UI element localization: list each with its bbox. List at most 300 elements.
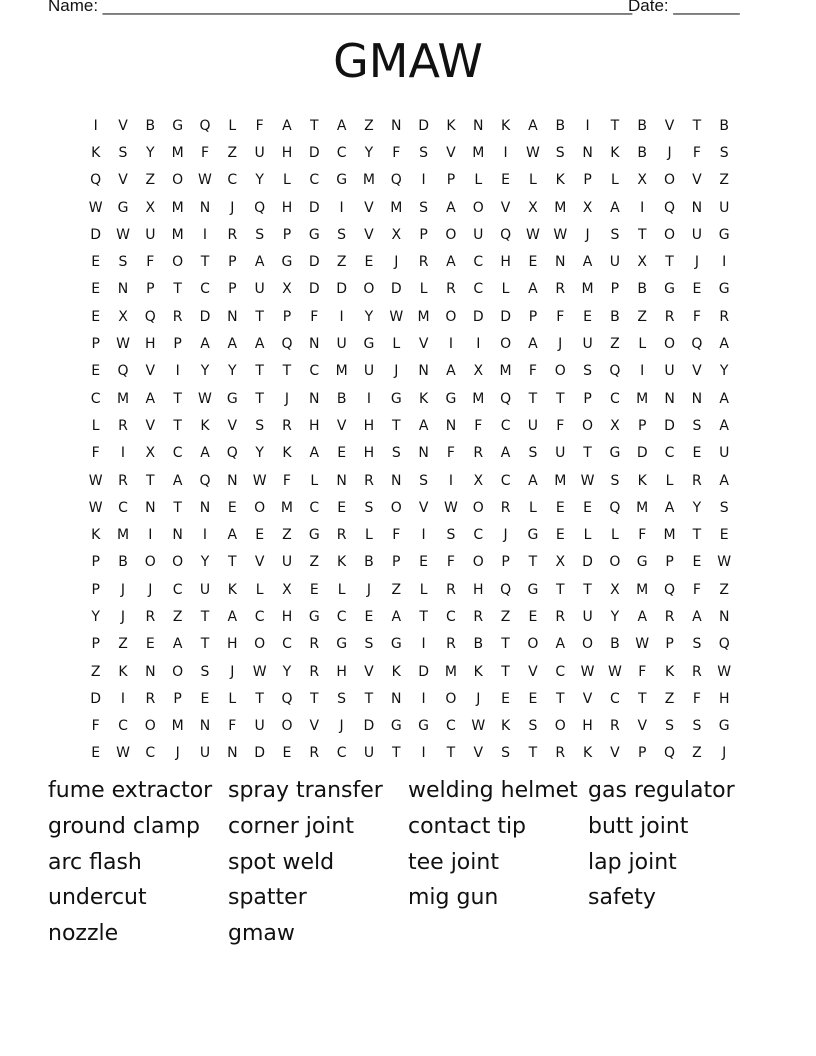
grid-letter: H — [363, 417, 375, 434]
grid-letter: I — [148, 527, 153, 544]
grid-letter: C — [610, 390, 620, 407]
grid-letter: Q — [90, 172, 102, 189]
grid-letter: W — [88, 199, 103, 216]
grid-letter: T — [555, 581, 565, 598]
grid-letter: K — [91, 144, 101, 161]
grid-letter: V — [364, 663, 374, 680]
grid-letter: T — [637, 226, 647, 243]
grid-letter: R — [145, 608, 156, 625]
grid-letter: M — [171, 199, 184, 216]
grid-letter: T — [173, 390, 182, 407]
grid-letter: W — [88, 499, 103, 516]
grid-letter: Y — [364, 144, 374, 161]
grid-letter: T — [610, 117, 620, 134]
grid-letter: F — [392, 527, 401, 544]
grid-letter: I — [120, 445, 126, 462]
grid-letter: M — [444, 663, 457, 680]
grid-letter: I — [448, 472, 453, 489]
grid-letter: T — [583, 581, 592, 598]
grid-letter: B — [610, 308, 620, 325]
grid-letter: R — [500, 499, 511, 516]
grid-letter: R — [692, 663, 702, 680]
grid-letter: U — [199, 581, 211, 598]
grid-letter: T — [173, 417, 182, 434]
grid-letter: X — [282, 581, 292, 598]
grid-letter: J — [722, 745, 727, 762]
grid-letter: A — [637, 608, 648, 625]
grid-row — [82, 167, 738, 194]
grid-letter: M — [116, 527, 130, 544]
grid-letter: N — [145, 663, 156, 680]
grid-letter: C — [172, 581, 183, 598]
grid-letter: J — [366, 581, 372, 598]
grid-letter: P — [146, 281, 155, 298]
grid-letter: S — [364, 636, 374, 653]
grid-letter: A — [446, 363, 456, 380]
grid-letter: Z — [364, 117, 374, 134]
grid-letter: K — [500, 117, 511, 134]
grid-letter: D — [664, 417, 675, 434]
grid-letter: E — [555, 527, 565, 544]
grid-letter: L — [610, 527, 619, 544]
grid-letter: N — [555, 254, 566, 271]
grid-letter: Q — [609, 363, 621, 380]
grid-letter: H — [309, 417, 320, 434]
grid-letter: D — [308, 281, 320, 298]
grid-letter: K — [637, 472, 647, 489]
grid-letter: V — [336, 417, 347, 434]
grid-letter: M — [499, 363, 512, 380]
grid-letter: K — [337, 554, 347, 571]
grid-letter: A — [610, 199, 620, 216]
grid-letter: V — [692, 363, 702, 380]
grid-letter: S — [692, 718, 702, 735]
grid-letter: M — [362, 172, 375, 189]
grid-letter: Y — [228, 363, 237, 380]
grid-letter: X — [391, 226, 402, 243]
grid-letter: T — [146, 472, 155, 489]
grid-letter: M — [417, 308, 430, 325]
grid-letter: G — [226, 390, 238, 407]
grid-letter: D — [308, 199, 320, 216]
grid-letter: T — [419, 608, 428, 625]
grid-letter: H — [363, 445, 375, 462]
grid-letter: L — [392, 336, 401, 353]
grid-letter: S — [610, 226, 620, 243]
grid-letter: V — [145, 417, 156, 434]
grid-letter: N — [718, 608, 730, 625]
grid-letter: Y — [200, 363, 210, 380]
grid-letter: W — [580, 472, 595, 489]
grid-letter: J — [503, 527, 508, 544]
grid-letter: T — [501, 636, 510, 653]
grid-letter: O — [554, 718, 566, 735]
grid-letter: U — [254, 718, 265, 735]
grid-letter: K — [391, 663, 401, 680]
grid-letter: R — [282, 417, 292, 434]
grid-letter: E — [583, 308, 592, 325]
grid-letter: M — [472, 390, 485, 407]
grid-letter: X — [637, 172, 648, 189]
grid-letter: N — [199, 199, 211, 216]
grid-letter: L — [310, 472, 319, 489]
grid-letter: D — [418, 663, 429, 680]
name-field-label: Name: ________________________________________________________ — [48, 0, 633, 15]
grid-letter: I — [476, 336, 481, 353]
grid-letter: N — [336, 472, 347, 489]
grid-letter: S — [501, 745, 511, 762]
grid-letter: Y — [610, 608, 620, 625]
grid-letter: R — [118, 417, 128, 434]
grid-letter: S — [692, 636, 702, 653]
grid-letter: U — [336, 336, 347, 353]
grid-letter: E — [227, 499, 237, 516]
grid-letter: D — [418, 117, 429, 134]
grid-letter: X — [473, 363, 484, 380]
grid-letter: S — [419, 472, 429, 489]
grid-letter: S — [255, 417, 265, 434]
grid-letter: G — [308, 527, 320, 544]
grid-letter: I — [366, 390, 372, 407]
word-list-item: gas regulator — [588, 778, 735, 803]
grid-letter: I — [202, 226, 208, 243]
grid-letter: N — [227, 745, 238, 762]
grid-letter: F — [446, 554, 455, 571]
grid-letter: L — [583, 527, 592, 544]
grid-row — [82, 631, 738, 658]
grid-letter: Z — [309, 554, 320, 571]
grid-letter: Q — [281, 336, 293, 353]
grid-letter: Y — [146, 144, 155, 161]
grid-letter: M — [116, 390, 130, 407]
grid-letter: F — [528, 363, 537, 380]
grid-letter: O — [281, 718, 293, 735]
grid-letter: B — [555, 117, 566, 134]
grid-letter: U — [527, 417, 539, 434]
grid-letter: N — [691, 199, 703, 216]
grid-letter: R — [719, 308, 730, 325]
grid-letter: I — [175, 363, 180, 380]
grid-letter: L — [228, 690, 237, 707]
grid-letter: Z — [282, 527, 292, 544]
grid-letter: Q — [199, 472, 211, 489]
grid-letter: I — [120, 690, 126, 707]
grid-letter: S — [118, 254, 128, 271]
grid-letter: E — [583, 499, 592, 516]
grid-letter: Z — [719, 581, 729, 598]
grid-letter: B — [473, 636, 484, 653]
grid-letter: M — [636, 581, 649, 598]
grid-letter: A — [172, 472, 183, 489]
grid-letter: F — [200, 144, 209, 161]
grid-letter: B — [637, 144, 648, 161]
grid-letter: S — [337, 690, 347, 707]
grid-letter: P — [91, 554, 100, 571]
grid-letter: T — [446, 745, 456, 762]
grid-letter: P — [228, 254, 237, 271]
grid-letter: L — [529, 499, 537, 516]
grid-letter: V — [446, 144, 456, 161]
grid-letter: T — [391, 417, 401, 434]
grid-letter: I — [421, 527, 426, 544]
grid-letter: P — [173, 690, 182, 707]
grid-letter: O — [363, 281, 375, 298]
grid-letter: B — [637, 117, 648, 134]
grid-letter: W — [116, 336, 130, 353]
grid-letter: E — [91, 254, 101, 271]
grid-letter: M — [171, 226, 184, 243]
grid-letter: T — [255, 690, 264, 707]
grid-letter: U — [664, 363, 675, 380]
grid-letter: X — [610, 581, 620, 598]
grid-letter: R — [473, 608, 484, 625]
grid-letter: R — [610, 718, 620, 735]
grid-letter: O — [472, 554, 484, 571]
grid-letter: N — [582, 144, 593, 161]
grid-letter: N — [117, 281, 129, 298]
grid-letter: U — [254, 144, 265, 161]
grid-letter: C — [90, 390, 101, 407]
grid-letter: K — [91, 527, 101, 544]
grid-letter: B — [610, 636, 620, 653]
grid-letter: I — [585, 117, 590, 134]
word-list-item: corner joint — [228, 813, 354, 839]
grid-letter: E — [91, 281, 101, 298]
grid-letter: Z — [90, 663, 101, 680]
grid-letter: C — [227, 172, 238, 189]
grid-letter: W — [525, 144, 540, 161]
grid-letter: E — [337, 445, 347, 462]
grid-letter: A — [582, 254, 593, 271]
grid-letter: H — [227, 636, 238, 653]
grid-letter: E — [528, 690, 538, 707]
grid-letter: E — [364, 608, 374, 625]
grid-letter: Q — [117, 363, 129, 380]
grid-letter: M — [636, 499, 649, 516]
grid-row — [82, 276, 738, 303]
grid-letter: J — [339, 718, 344, 735]
grid-letter: P — [528, 308, 538, 325]
grid-letter: S — [665, 718, 674, 735]
grid-letter: R — [555, 745, 566, 762]
word-list-item: fume extractor — [48, 778, 213, 803]
grid-letter: U — [555, 445, 566, 462]
grid-letter: F — [692, 690, 701, 707]
grid-letter: J — [120, 608, 126, 625]
grid-letter: A — [227, 527, 238, 544]
grid-letter: F — [310, 308, 319, 325]
grid-letter: T — [528, 390, 538, 407]
grid-letter: L — [255, 581, 264, 598]
grid-row — [82, 603, 738, 630]
grid-letter: S — [200, 663, 210, 680]
grid-letter: H — [472, 581, 484, 598]
grid-letter: Z — [692, 745, 702, 762]
grid-letter: T — [528, 554, 538, 571]
grid-letter: Y — [282, 663, 292, 680]
grid-letter: I — [93, 117, 98, 134]
grid-letter: J — [120, 581, 126, 598]
grid-letter: S — [118, 144, 128, 161]
grid-letter: Q — [664, 581, 676, 598]
grid-letter: E — [200, 690, 210, 707]
grid-letter: R — [446, 281, 456, 298]
grid-letter: T — [692, 527, 702, 544]
grid-letter: G — [390, 718, 402, 735]
grid-letter: R — [145, 690, 156, 707]
grid-letter: E — [555, 499, 565, 516]
grid-letter: Q — [664, 745, 676, 762]
grid-letter: U — [719, 445, 730, 462]
grid-letter: G — [308, 226, 320, 243]
grid-letter: Z — [719, 172, 729, 189]
grid-letter: P — [392, 554, 401, 571]
grid-letter: N — [691, 390, 703, 407]
grid-letter: M — [280, 499, 293, 516]
grid-letter: E — [91, 363, 101, 380]
grid-letter: T — [200, 608, 210, 625]
grid-letter: E — [528, 608, 538, 625]
grid-letter: L — [419, 581, 428, 598]
grid-letter: G — [718, 718, 730, 735]
grid-row — [82, 303, 738, 330]
grid-letter: N — [309, 390, 320, 407]
grid-letter: V — [364, 226, 374, 243]
grid-row — [82, 221, 738, 248]
grid-letter: C — [254, 608, 265, 625]
grid-letter: M — [663, 527, 676, 544]
grid-letter: F — [446, 445, 455, 462]
grid-letter: Q — [226, 445, 238, 462]
grid-letter: J — [230, 199, 235, 216]
grid-letter: A — [418, 417, 429, 434]
grid-letter: X — [582, 199, 593, 216]
grid-letter: C — [282, 636, 292, 653]
grid-letter: I — [448, 336, 453, 353]
grid-letter: Q — [500, 226, 512, 243]
grid-letter: F — [228, 718, 237, 735]
grid-letter: V — [637, 718, 648, 735]
grid-letter: W — [553, 226, 568, 243]
grid-letter: G — [117, 199, 129, 216]
grid-letter: G — [636, 554, 648, 571]
grid-letter: N — [391, 472, 402, 489]
grid-letter: F — [91, 718, 100, 735]
grid-letter: S — [719, 499, 729, 516]
grid-letter: C — [446, 718, 456, 735]
grid-row — [82, 576, 738, 603]
grid-letter: O — [609, 554, 621, 571]
grid-letter: N — [445, 417, 457, 434]
grid-letter: M — [390, 199, 403, 216]
grid-letter: K — [227, 581, 237, 598]
grid-letter: R — [118, 472, 128, 489]
grid-letter: V — [610, 745, 620, 762]
grid-letter: S — [610, 472, 620, 489]
grid-letter: E — [364, 254, 374, 271]
grid-letter: W — [471, 718, 486, 735]
grid-letter: S — [419, 144, 429, 161]
grid-letter: N — [199, 499, 211, 516]
word-list-item: welding helmet — [408, 778, 578, 803]
grid-letter: V — [500, 199, 511, 216]
grid-letter: P — [91, 636, 100, 653]
grid-letter: S — [255, 226, 265, 243]
grid-letter: Q — [254, 199, 266, 216]
grid-letter: E — [692, 554, 702, 571]
grid-letter: A — [719, 336, 729, 353]
grid-letter: C — [336, 745, 347, 762]
grid-letter: U — [473, 226, 484, 243]
grid-letter: V — [692, 172, 702, 189]
grid-letter: Z — [610, 336, 620, 353]
grid-letter: N — [145, 499, 156, 516]
grid-letter: G — [363, 336, 375, 353]
grid-letter: O — [445, 226, 457, 243]
grid-letter: V — [664, 117, 675, 134]
grid-letter: G — [336, 636, 348, 653]
grid-letter: U — [363, 363, 375, 380]
grid-letter: H — [281, 144, 293, 161]
grid-letter: O — [390, 499, 402, 516]
grid-letter: A — [336, 117, 347, 134]
grid-letter: J — [558, 336, 563, 353]
grid-letter: Z — [391, 581, 402, 598]
grid-letter: Q — [144, 308, 156, 325]
grid-letter: A — [391, 608, 402, 625]
word-list-item: tee joint — [408, 849, 499, 875]
grid-letter: T — [228, 554, 237, 571]
grid-letter: N — [664, 390, 675, 407]
grid-letter: F — [556, 308, 565, 325]
grid-letter: O — [445, 690, 457, 707]
grid-letter: S — [364, 499, 374, 516]
grid-letter: G — [527, 581, 539, 598]
grid-letter: N — [227, 472, 238, 489]
grid-letter: W — [580, 663, 595, 680]
grid-letter: Q — [664, 199, 676, 216]
grid-letter: F — [556, 417, 565, 434]
grid-letter: N — [199, 718, 211, 735]
grid-letter: Z — [145, 172, 156, 189]
grid-letter: T — [255, 363, 264, 380]
grid-row — [82, 521, 738, 548]
grid-letter: X — [528, 199, 538, 216]
grid-letter: Q — [500, 581, 512, 598]
grid-letter: D — [336, 281, 347, 298]
grid-letter: Z — [227, 144, 238, 161]
grid-letter: W — [116, 226, 130, 243]
grid-letter: L — [365, 527, 373, 544]
grid-letter: Y — [719, 363, 729, 380]
grid-letter: Q — [691, 336, 703, 353]
grid-letter: S — [337, 226, 347, 243]
grid-letter: A — [446, 254, 456, 271]
grid-letter: G — [664, 281, 675, 298]
grid-letter: G — [718, 281, 730, 298]
grid-letter: B — [364, 554, 374, 571]
grid-letter: A — [719, 472, 729, 489]
grid-letter: I — [339, 308, 344, 325]
grid-letter: B — [637, 281, 648, 298]
grid-letter: R — [555, 281, 566, 298]
grid-letter: P — [638, 417, 647, 434]
grid-letter: J — [230, 663, 235, 680]
grid-letter: S — [528, 718, 538, 735]
grid-letter: F — [692, 144, 701, 161]
grid-letter: C — [336, 608, 347, 625]
grid-letter: S — [692, 417, 702, 434]
